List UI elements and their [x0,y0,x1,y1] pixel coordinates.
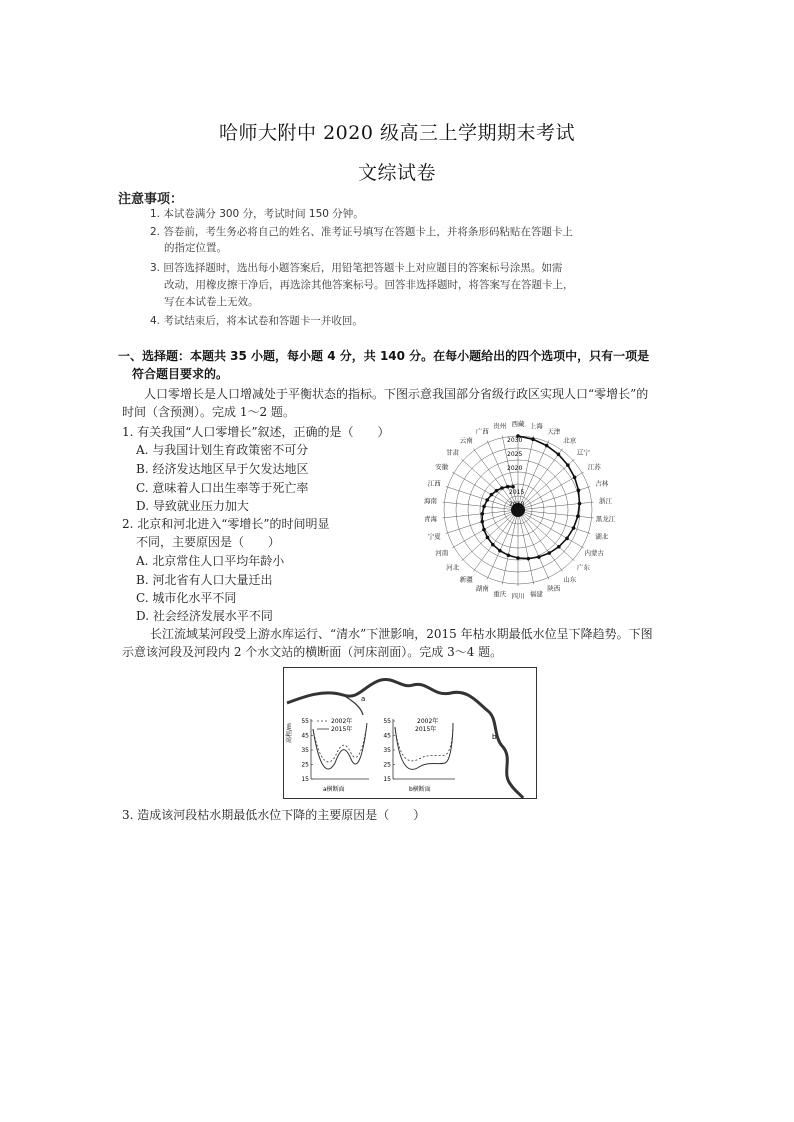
question-1-stem: 1. 有关我国“人口零增长”叙述，正确的是（ ） [122,425,390,439]
axis-tick-label: 35 [383,747,391,754]
spiral-dot [565,537,569,541]
page-title: 哈师大附中 2020 级高三上学期期末考试 [219,122,575,144]
page-subtitle: 文综试卷 [357,162,436,184]
province-label: 上海 [529,421,543,430]
axis-tick-label: 25 [383,761,391,769]
province-label: 山东 [563,575,577,584]
province-label: 甘肃 [446,448,460,457]
question-2-stem-1: 2. 北京和河北进入“零增长”的时间明显 [122,517,330,531]
province-label: 江苏 [587,463,601,471]
note-line-3: 的指定位置。 [164,242,227,254]
axis-tick-label: 35 [301,747,309,754]
spiral-dot [495,489,499,493]
spiral-dot [576,514,580,518]
spiral-dot [566,463,570,467]
panel-a-legend-2015: 2015年 [331,726,353,733]
province-label: 河北 [446,563,460,572]
spiral-dot [573,476,577,480]
spiral-dot [485,498,489,502]
province-label: 贵州 [493,421,507,430]
province-label: 北京 [563,436,577,445]
spiral-dot [537,555,541,559]
spiral-dot [482,528,486,532]
intro2-line-2: 示意该河段及河段内 2 个水文站的横断面（河床剖面）。完成 3～4 题。 [122,645,503,659]
spiral-spoke [518,510,574,561]
intro1-line-1: 人口零增长是人口增减处于平衡状态的指标。下图示意我国部分省级行政区实现人口“零增长”的 [144,387,649,401]
spiral-dot [557,453,561,457]
panel-b-legend-2015: 2015年 [415,726,437,733]
spiral-dot [527,557,531,561]
intro2-line-1: 长江流域某河段受上游水库运行、“清水”下泄影响，2015 年枯水期最低水位呈下降趋势。下图 [150,627,653,641]
question-1-option-c: C. 意味着人口出生率等于死亡率 [136,481,309,495]
province-label: 天津 [547,427,561,436]
note-line-5: 改动，用橡皮擦干净后，再选涂其他答案标号。回答非选择题时，将答案写在答题卡上， [164,279,574,291]
question-2-option-c: C. 城市化水平不同 [136,591,237,605]
spiral-spoke [462,510,518,561]
spiral-dot [500,486,504,490]
spiral-dot [490,493,494,497]
spiral-spoke [518,510,549,579]
spiral-dot [491,543,495,547]
province-label: 湖南 [475,584,489,593]
intro1-line-2: 时间（含预测）。完成 1～2 题。 [122,405,295,419]
question-1-option-b: B. 经济发达地区早于欠发达地区 [136,462,309,476]
note-line-7: 4. 考试结束后，将本试卷和答题卡一并收回。 [150,315,363,327]
province-label: 广东 [576,563,590,572]
panel-b-caption: b横断面 [409,786,431,793]
panel-a-ylabel: 高程/m [286,723,293,743]
spiral-dot [578,502,582,506]
section-heading [118,347,678,383]
year-label-2030: 2030 [507,437,523,444]
province-label: 海南 [423,497,437,506]
river-cross-section-figure [283,667,537,799]
spiral-dot [486,536,490,540]
note-line-6: 写在本试卷上无效。 [164,296,259,308]
province-label: 云南 [459,436,473,445]
spiral-dot [545,444,549,448]
panel-a-legend-2002: 2002年 [331,718,353,725]
axis-tick-label: 45 [301,732,309,740]
province-label: 吉林 [595,479,609,488]
province-label: 辽宁 [576,448,590,457]
axis-tick-label: 45 [383,732,391,740]
spiral-dot [482,505,486,509]
spiral-dot [506,485,510,489]
spiral-dot [572,526,576,530]
province-label: 福建 [529,590,543,599]
province-label: 青海 [423,514,437,523]
question-2-option-d: D. 社会经济发展水平不同 [136,609,273,623]
note-line-1: 1. 本试卷满分 300 分，考试时间 150 分钟。 [150,208,364,220]
province-label: 江西 [427,479,441,488]
station-b-label: b [492,733,497,741]
province-label: 重庆 [493,590,507,599]
axis-tick-label: 15 [383,776,391,783]
year-label-2025: 2025 [507,451,523,458]
province-label: 安徽 [435,463,449,471]
province-label: 新疆 [459,575,473,584]
zero-growth-spiral-diagram [405,418,635,608]
axis-tick-label: 55 [383,718,391,725]
panel-b-legend-2002: 2002年 [417,718,439,725]
section-line-2: 符合题目要求的。 [132,367,229,381]
notes-heading: 注意事项： [118,192,184,207]
station-a-label: a [361,695,366,703]
axis-tick-label: 15 [301,776,309,783]
year-label-2015: 2015 [509,489,525,496]
axis-tick-label: 55 [301,718,309,725]
province-label: 四川 [511,592,525,600]
province-label: 黑龙江 [595,514,616,523]
province-label: 内蒙古 [584,549,604,557]
province-label: 河南 [435,549,449,557]
spiral-spoke [518,510,590,533]
question-2-option-a: A. 北京常住人口平均年龄小 [136,554,285,568]
spiral-spoke [518,459,574,510]
question-1-option-d: D. 导致就业压力加大 [136,499,249,513]
spiral-curve [482,436,579,559]
spiral-dot [481,512,485,516]
province-label: 浙江 [599,497,613,506]
year-label-2020: 2020 [507,465,523,472]
province-label: 宁夏 [427,532,441,541]
section-line-1: 一、选择题：本题共 35 小题，每小题 4 分，共 140 分。在每小题给出的四个选项中，只有一项是 [118,349,650,363]
question-2-stem-2: 不同，主要原因是（ ） [136,535,281,549]
spiral-dot [531,438,535,442]
note-line-2: 2. 答卷前，考生务必将自己的姓名、准考证号填写在答题卡上，并将条形码粘贴在答题卡上 [150,226,573,238]
spiral-dot [498,549,502,553]
spiral-dot [577,489,581,493]
question-2-option-b: B. 河北省有人口大量迁出 [136,573,273,587]
spiral-spoke [518,441,549,510]
spiral-spoke [446,487,518,510]
province-label: 湖北 [595,532,609,541]
panel-a-caption: a横断面 [323,786,345,793]
province-label: 陕西 [547,584,561,593]
axis-tick-label: 25 [301,761,309,769]
province-label: 广西 [475,427,489,436]
note-line-4: 3. 回答选择题时，选出每小题答案后，用铅笔把答题卡上对应题目的答案标号涂黑。如需 [150,262,563,274]
province-label: 西藏 [511,420,525,428]
spiral-dot [480,520,484,524]
question-1-option-a: A. 与我国计划生育政策密不可分 [136,443,309,457]
year-label-2010: 2010 [509,501,525,508]
spiral-dot [516,556,520,560]
spiral-dot [557,545,561,549]
spiral-dot [547,551,551,555]
spiral-dot [507,553,511,557]
question-3-stem: 3. 造成该河段枯水期最低水位下降的主要原因是（ ） [122,808,426,822]
